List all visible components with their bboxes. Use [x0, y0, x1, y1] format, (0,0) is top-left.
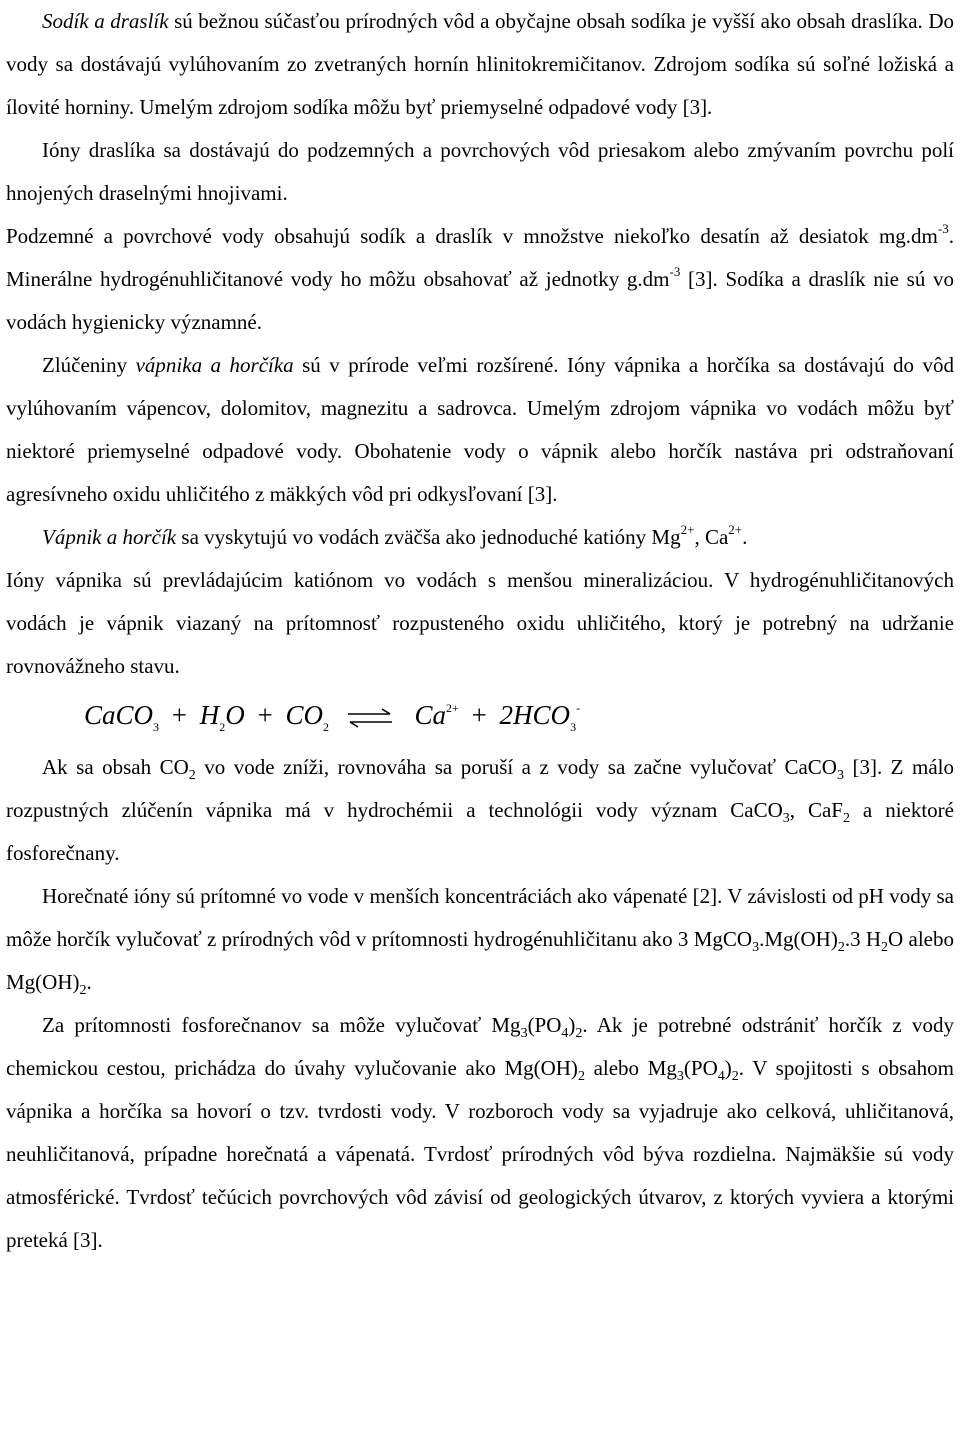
paragraph-calcium-ions: Ióny vápnika sú prevládajúcim katiónom vo vodách s menšou mineralizáciou. V hydrogénuhličitanových vodách je vápnik viazaný na prítomnosť rozpusteného oxidu uhličitého, ktorý je potrebný na udržanie rovnovážneho stavu.	[6, 568, 954, 678]
paragraph-magnesium-ions: Horečnaté ióny sú prítomné vo vode v menších koncentráciách ako vápenaté [2]. V závislosti od pH vody sa môže horčík vylučovať z prírodných vôd v prítomnosti hydrogénuhličitanu ako 3 $MgCO_3.Mg(OH)_2.3$ $H_2O$ alebo $Mg(OH)_2$.	[6, 884, 954, 999]
document-page	[6, 0, 954, 1262]
paragraph-sodium-potassium: Sodík a draslík sú bežnou súčasťou prírodných vôd a obyčajne obsah sodíka je vyšší ako obsah draslíka. Do vody sa dostávajú vylúhovaním zo zvetraných hornín hlinitokremičitanov. Zdrojom sodíka sú soľné ložiská a ílovité horniny. Umelým zdrojom sodíka môžu byť priemyselné odpadové vody [3].	[6, 9, 954, 119]
paragraph-co2-equilibrium: Ak sa obsah $CO_2$ vo vode zníži, rovnováha sa poruší a z vody sa začne vylučovať CaCO$_3$ [3]. Z málo rozpustných zlúčenín vápnika má v hydrochémii a technológii vody význam CaCO$_3$, CaF$_2$ a niektoré fosforečnany.	[6, 755, 954, 865]
paragraph-water-hardness: Za prítomnosti fosforečnanov sa môže vylučovať $Mg_3(PO_4)_2$. Ak je potrebné odstrániť horčík z vody chemickou cestou, prichádza do úvahy vylučovanie ako $Mg(OH)_2$ alebo $Mg_3(PO_4)_2$. V spojitosti s obsahom vápnika a horčíka sa hovorí o tzv. tvrdosti vody. V rozboroch vody sa vyjadruje ako celková, uhličitanová, neuhličitanová, prípadne horečnatá a vápenatá. Tvrdosť prírodných vôd býva rozdielna. Najmäkšie sú vody atmosférické. Tvrdosť tečúcich povrchových vôd závisí od geologických útvarov, z ktorých vyviera a ktorými preteká [3].	[6, 1013, 954, 1252]
paragraph-potassium-ions: Ióny draslíka sa dostávajú do podzemných a povrchových vôd priesakom alebo zmývaním povrchu polí hnojených draselnými hnojivami.	[6, 138, 954, 205]
paragraph-calcium-magnesium: Zlúčeniny vápnika a horčíka sú v prírode veľmi rozšírené. Ióny vápnika a horčíka sa dostávajú do vôd vylúhovaním vápencov, dolomitov, magnezitu a sadrovca. Umelým zdrojom vápnika vo vodách môžu byť niektoré priemyselné odpadové vody. Obohatenie vody o vápnik alebo horčík nastáva pri odstraňovaní agresívneho oxidu uhličitého z mäkkých vôd pri odkysľovaní [3].	[6, 353, 955, 506]
chemical-equation: CaCO$_3$ + $H_2O + CO_2$ $Ca^{2+} + 2HCO_3^-$	[84, 700, 581, 734]
paragraph-concentrations: Podzemné a povrchové vody obsahujú sodík a draslík v množstve niekoľko desatín až desiatok $mg.dm^{-3}$. Minerálne hydrogénuhličitanové vody ho môžu obsahovať až jednotky $g.dm^{-3}$ [3]. Sodíka a draslík nie sú vo vodách hygienicky významné.	[6, 221, 954, 334]
equilibrium-arrows-icon	[346, 708, 394, 728]
paragraph-cations: Vápnik a horčík sa vyskytujú vo vodách zväčša ako jednoduché katióny $Mg^{2+}$, $Ca^{2+}$.	[42, 522, 748, 549]
